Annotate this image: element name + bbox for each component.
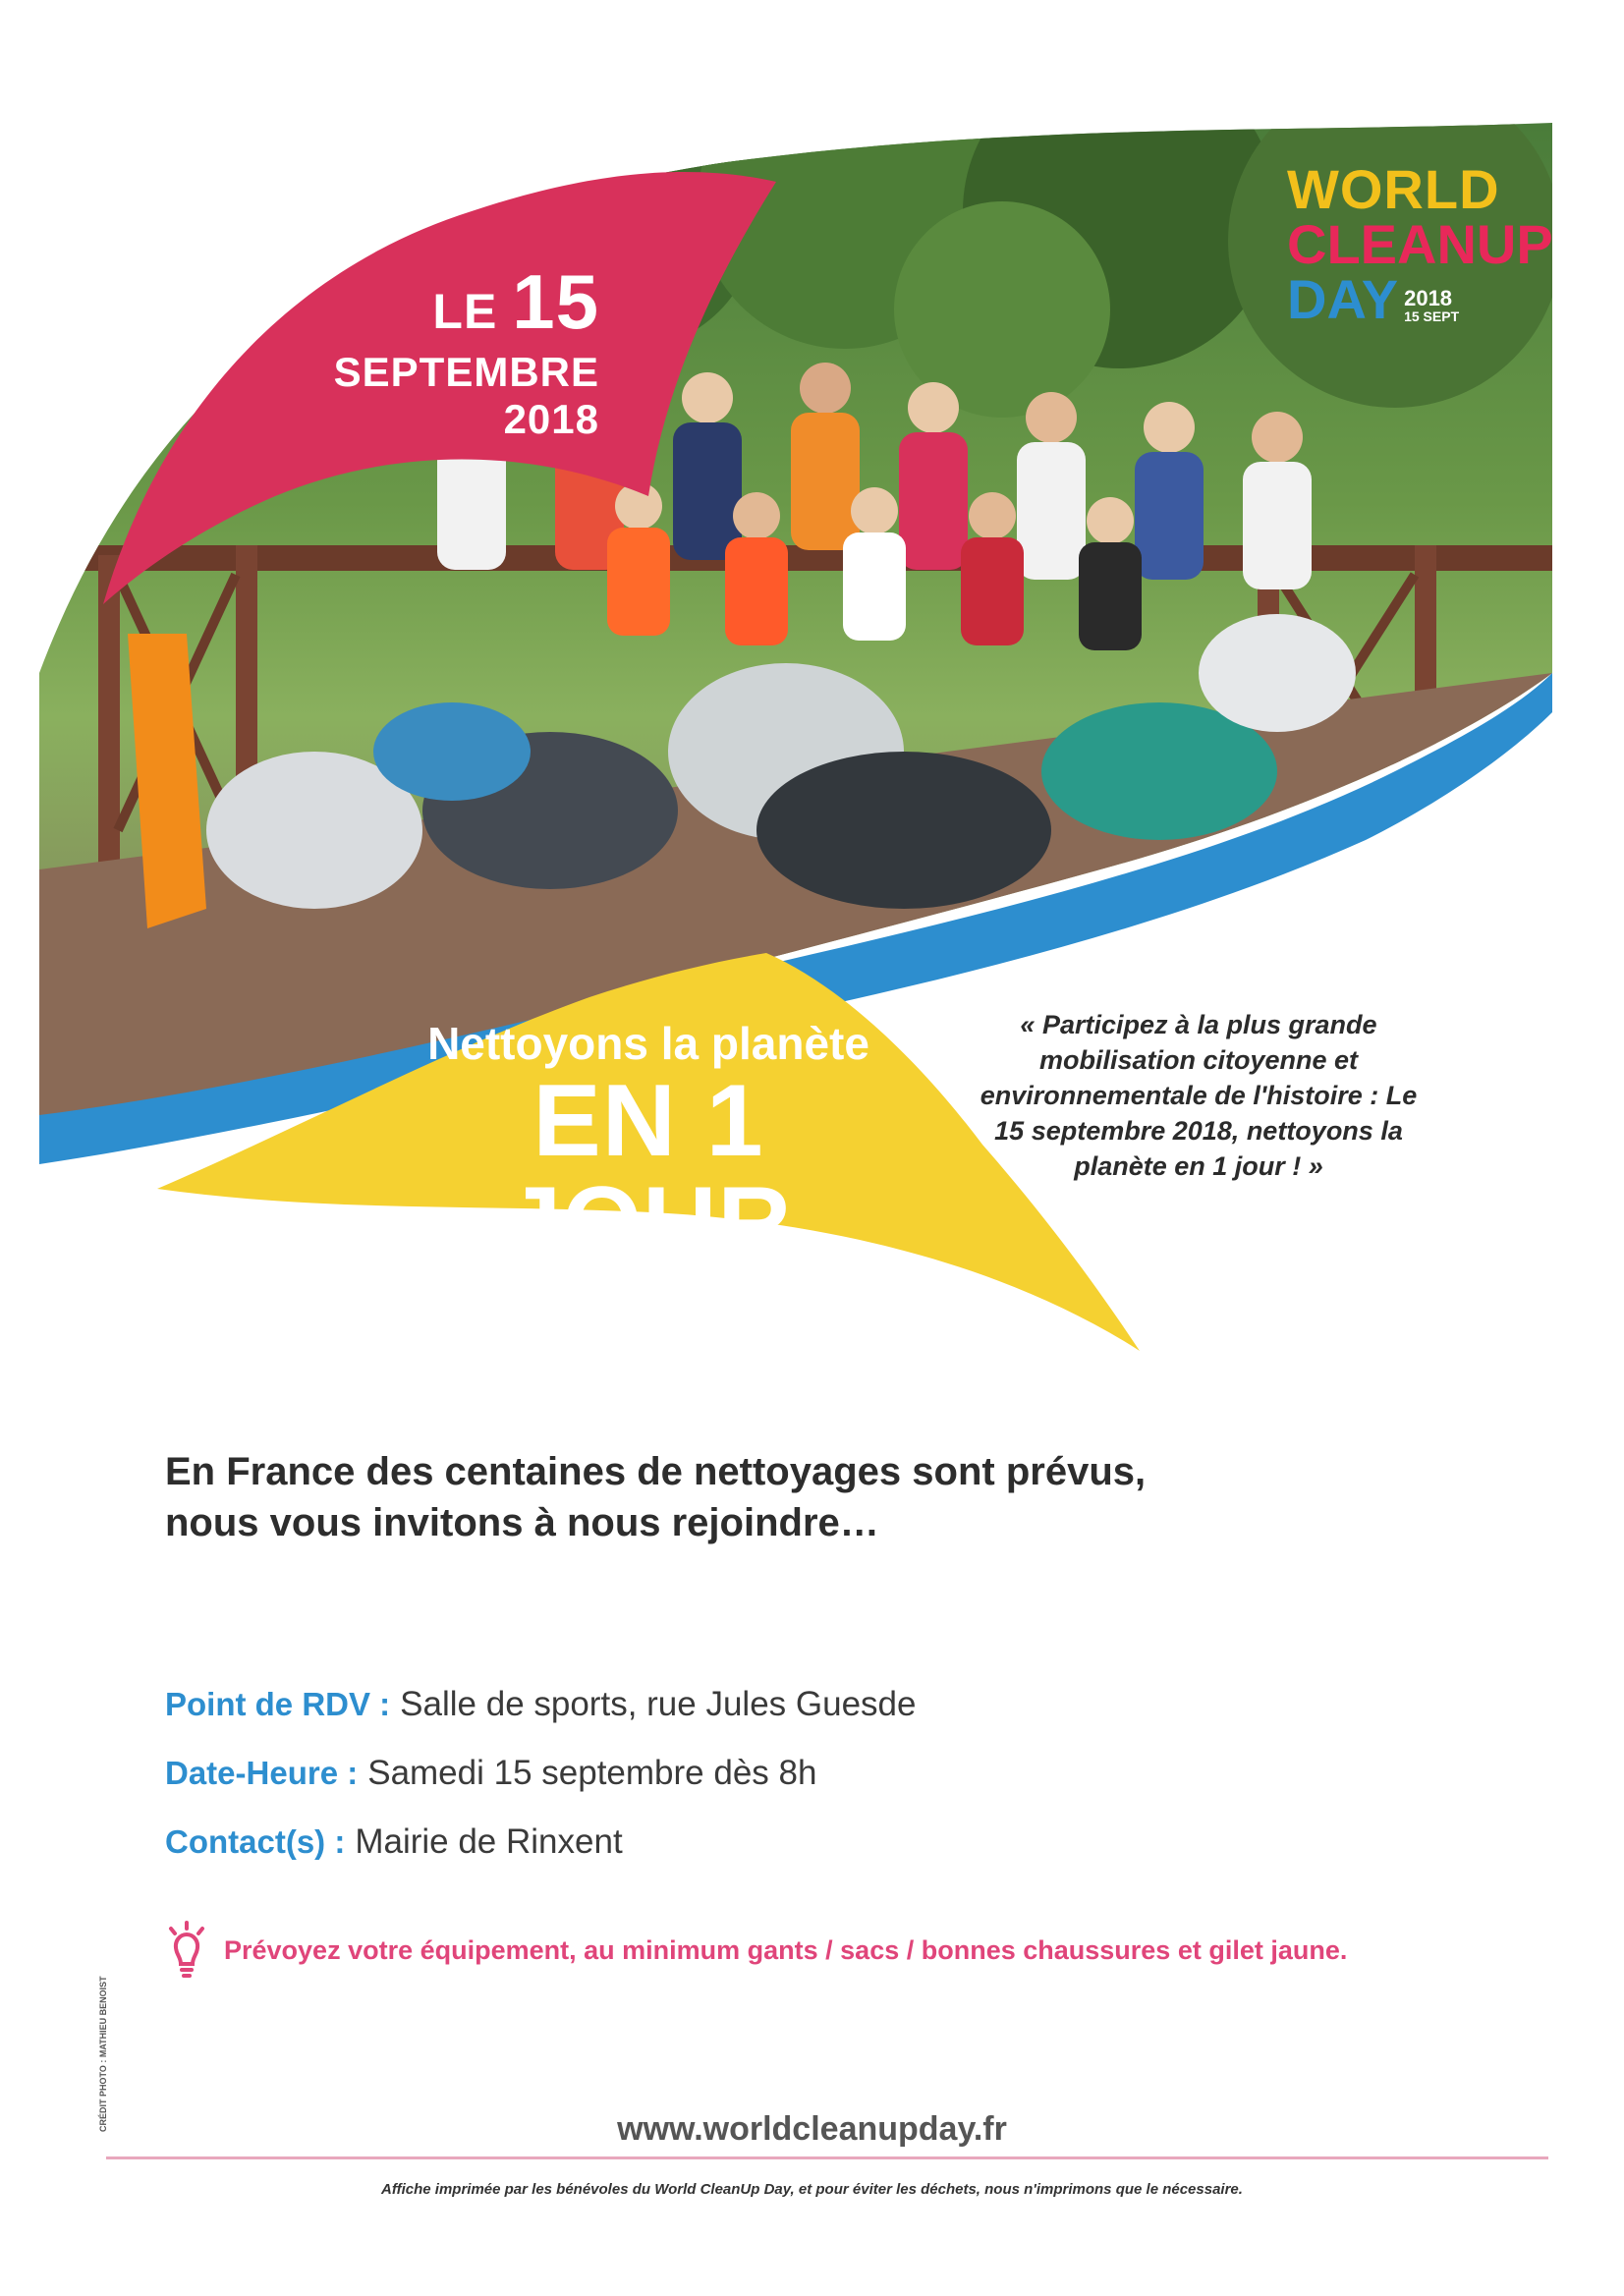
rdv-value: Salle de sports, rue Jules Guesde: [400, 1685, 917, 1723]
footer-divider: [106, 2156, 1548, 2159]
photo-credit: [98, 1965, 118, 2132]
tip-text: Prévoyez votre équipement, au minimum gants / sacs / bonnes chaussures et gilet jaune.: [224, 1934, 1348, 1965]
event-date: [255, 257, 599, 443]
info-date-time: [165, 1754, 1393, 1793]
logo-date: 15 SEPT: [1404, 308, 1460, 324]
contact-value: Mairie de Rinxent: [355, 1822, 623, 1861]
logo-day: DAY: [1287, 268, 1399, 330]
campaign-quote: « Participez à la plus grande mobilisation citoyenne et environnementale de l'histoire : Le 15 septembre 2018, nettoyons la planète en 1 jour ! »: [980, 1010, 1418, 1181]
date-day: 15: [512, 258, 599, 345]
logo-world: WORLD: [1287, 158, 1500, 220]
slogan: [393, 1017, 904, 1280]
contact-label: Contact(s) :: [165, 1823, 346, 1860]
date-month-year: SEPTEMBRE 2018: [333, 349, 599, 442]
info-contact: [165, 1822, 1393, 1862]
lightbulb-icon: [165, 1921, 208, 1980]
website-link[interactable]: www.worldcleanupday.fr: [617, 2110, 1007, 2148]
slogan-line1: Nettoyons la planète: [427, 1018, 869, 1069]
footer-note: Affiche imprimée par les bénévoles du World CleanUp Day, et pour éviter les déchets, nous n'imprimons que le nécessaire.: [381, 2181, 1243, 2198]
date-value: Samedi 15 septembre dès 8h: [367, 1754, 817, 1792]
intro-line2: nous vous invitons à nous rejoindre…: [165, 1501, 879, 1544]
logo-year: 2018: [1404, 286, 1453, 310]
date-prefix: LE: [432, 284, 498, 339]
intro-line1: En France des centaines de nettoyages sont prévus,: [165, 1450, 1147, 1493]
equipment-tip: [165, 1921, 1491, 1980]
logo-cleanup: CLEANUP: [1287, 213, 1553, 275]
world-cleanup-day-logo: [1287, 158, 1553, 330]
photo-credit-text: CRÉDIT PHOTO : MATHIEU BENOIST: [98, 1976, 108, 2132]
slogan-line2: EN 1 JOUR: [504, 1064, 793, 1280]
rdv-label: Point de RDV :: [165, 1686, 391, 1722]
info-meeting-point: [165, 1685, 1393, 1724]
date-label: Date-Heure :: [165, 1755, 359, 1791]
intro-text: [165, 1446, 1344, 1548]
